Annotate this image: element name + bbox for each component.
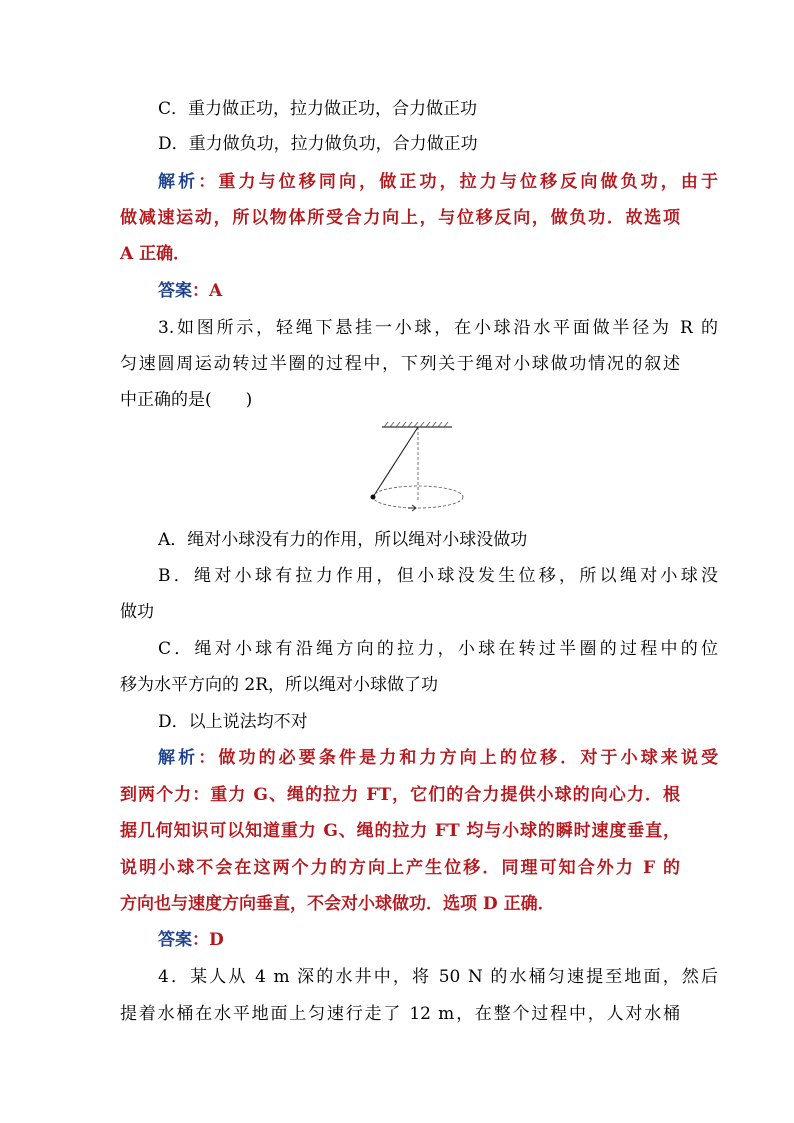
q3-analysis-line-2: 到两个力：重力 G、绳的拉力 FT，它们的合力提供小球的向心力．根: [120, 785, 680, 805]
q4-line-1: 4．某人从 4 m 深的水井中，将 50 N 的水桶匀速提至地面，然后: [158, 967, 718, 987]
option-c-q2: C．重力做正功，拉力做正功，合力做正功: [158, 99, 478, 119]
q3-answer: [158, 930, 718, 950]
direction-arrow-icon: [408, 505, 416, 511]
q3-analysis-line-3: 据几何知识可以知道重力 G、绳的拉力 FT 均与小球的瞬时速度垂直，: [120, 821, 680, 841]
q3-stem-line-1: 3.如图所示，轻绳下悬挂一小球，在小球沿水平面做半径为 R 的: [158, 318, 718, 338]
ball: [371, 495, 376, 500]
answer-label: 答案: [158, 930, 192, 950]
conical-pendulum-figure: [344, 420, 464, 515]
answer-value: ：D: [192, 930, 224, 950]
q3-option-c-line-1: C．绳对小球有沿绳方向的拉力，小球在转过半圈的过程中的位: [158, 639, 718, 659]
ceiling-hatching: [384, 422, 448, 427]
q2-analysis-line-3: A 正确．: [120, 244, 191, 264]
option-d-q2: D．重力做负功，拉力做负功，合力做正功: [158, 134, 478, 154]
q3-analysis-line-1: [158, 748, 718, 768]
q2-analysis-line-2: 做减速运动，所以物体所受合力向上，与位移反向，做负功．故选项: [120, 208, 680, 228]
q3-option-d: D．以上说法均不对: [158, 712, 308, 732]
q4-line-2: 提着水桶在水平地面上匀速行走了 12 m，在整个过程中，人对水桶: [120, 1004, 680, 1024]
q3-option-a: A．绳对小球没有力的作用，所以绳对小球没做功: [158, 530, 528, 550]
answer-value: ：A: [192, 281, 223, 301]
q3-option-b-line-1: B．绳对小球有拉力作用，但小球没发生位移，所以绳对小球没: [158, 566, 718, 586]
q3-stem-line-2: 匀速圆周运动转过半圈的过程中，下列关于绳对小球做功情况的叙述: [120, 354, 680, 374]
analysis-text: ：做功的必要条件是力和力方向上的位移．对于小球来说受: [198, 748, 719, 768]
q2-answer: [158, 281, 718, 301]
q3-option-b-line-2: 做功: [120, 602, 154, 622]
analysis-label: 解析: [158, 748, 199, 768]
answer-label: 答案: [158, 281, 192, 301]
q3-analysis-line-5: 方向也与速度方向垂直，不会对小球做功．选项 D 正确．: [120, 894, 555, 914]
q3-analysis-line-4: 说明小球不会在这两个力的方向上产生位移．同理可知合外力 F 的: [120, 858, 680, 878]
q2-analysis-line-1: [158, 172, 718, 192]
q3-stem-line-3: 中正确的是( ): [120, 390, 253, 410]
analysis-text: ：重力与位移同向，做正功，拉力与位移反向做负功，由于: [198, 172, 719, 192]
analysis-label: 解析: [158, 172, 199, 192]
q3-option-c-line-2: 移为水平方向的 2R，所以绳对小球做了功: [120, 675, 439, 695]
